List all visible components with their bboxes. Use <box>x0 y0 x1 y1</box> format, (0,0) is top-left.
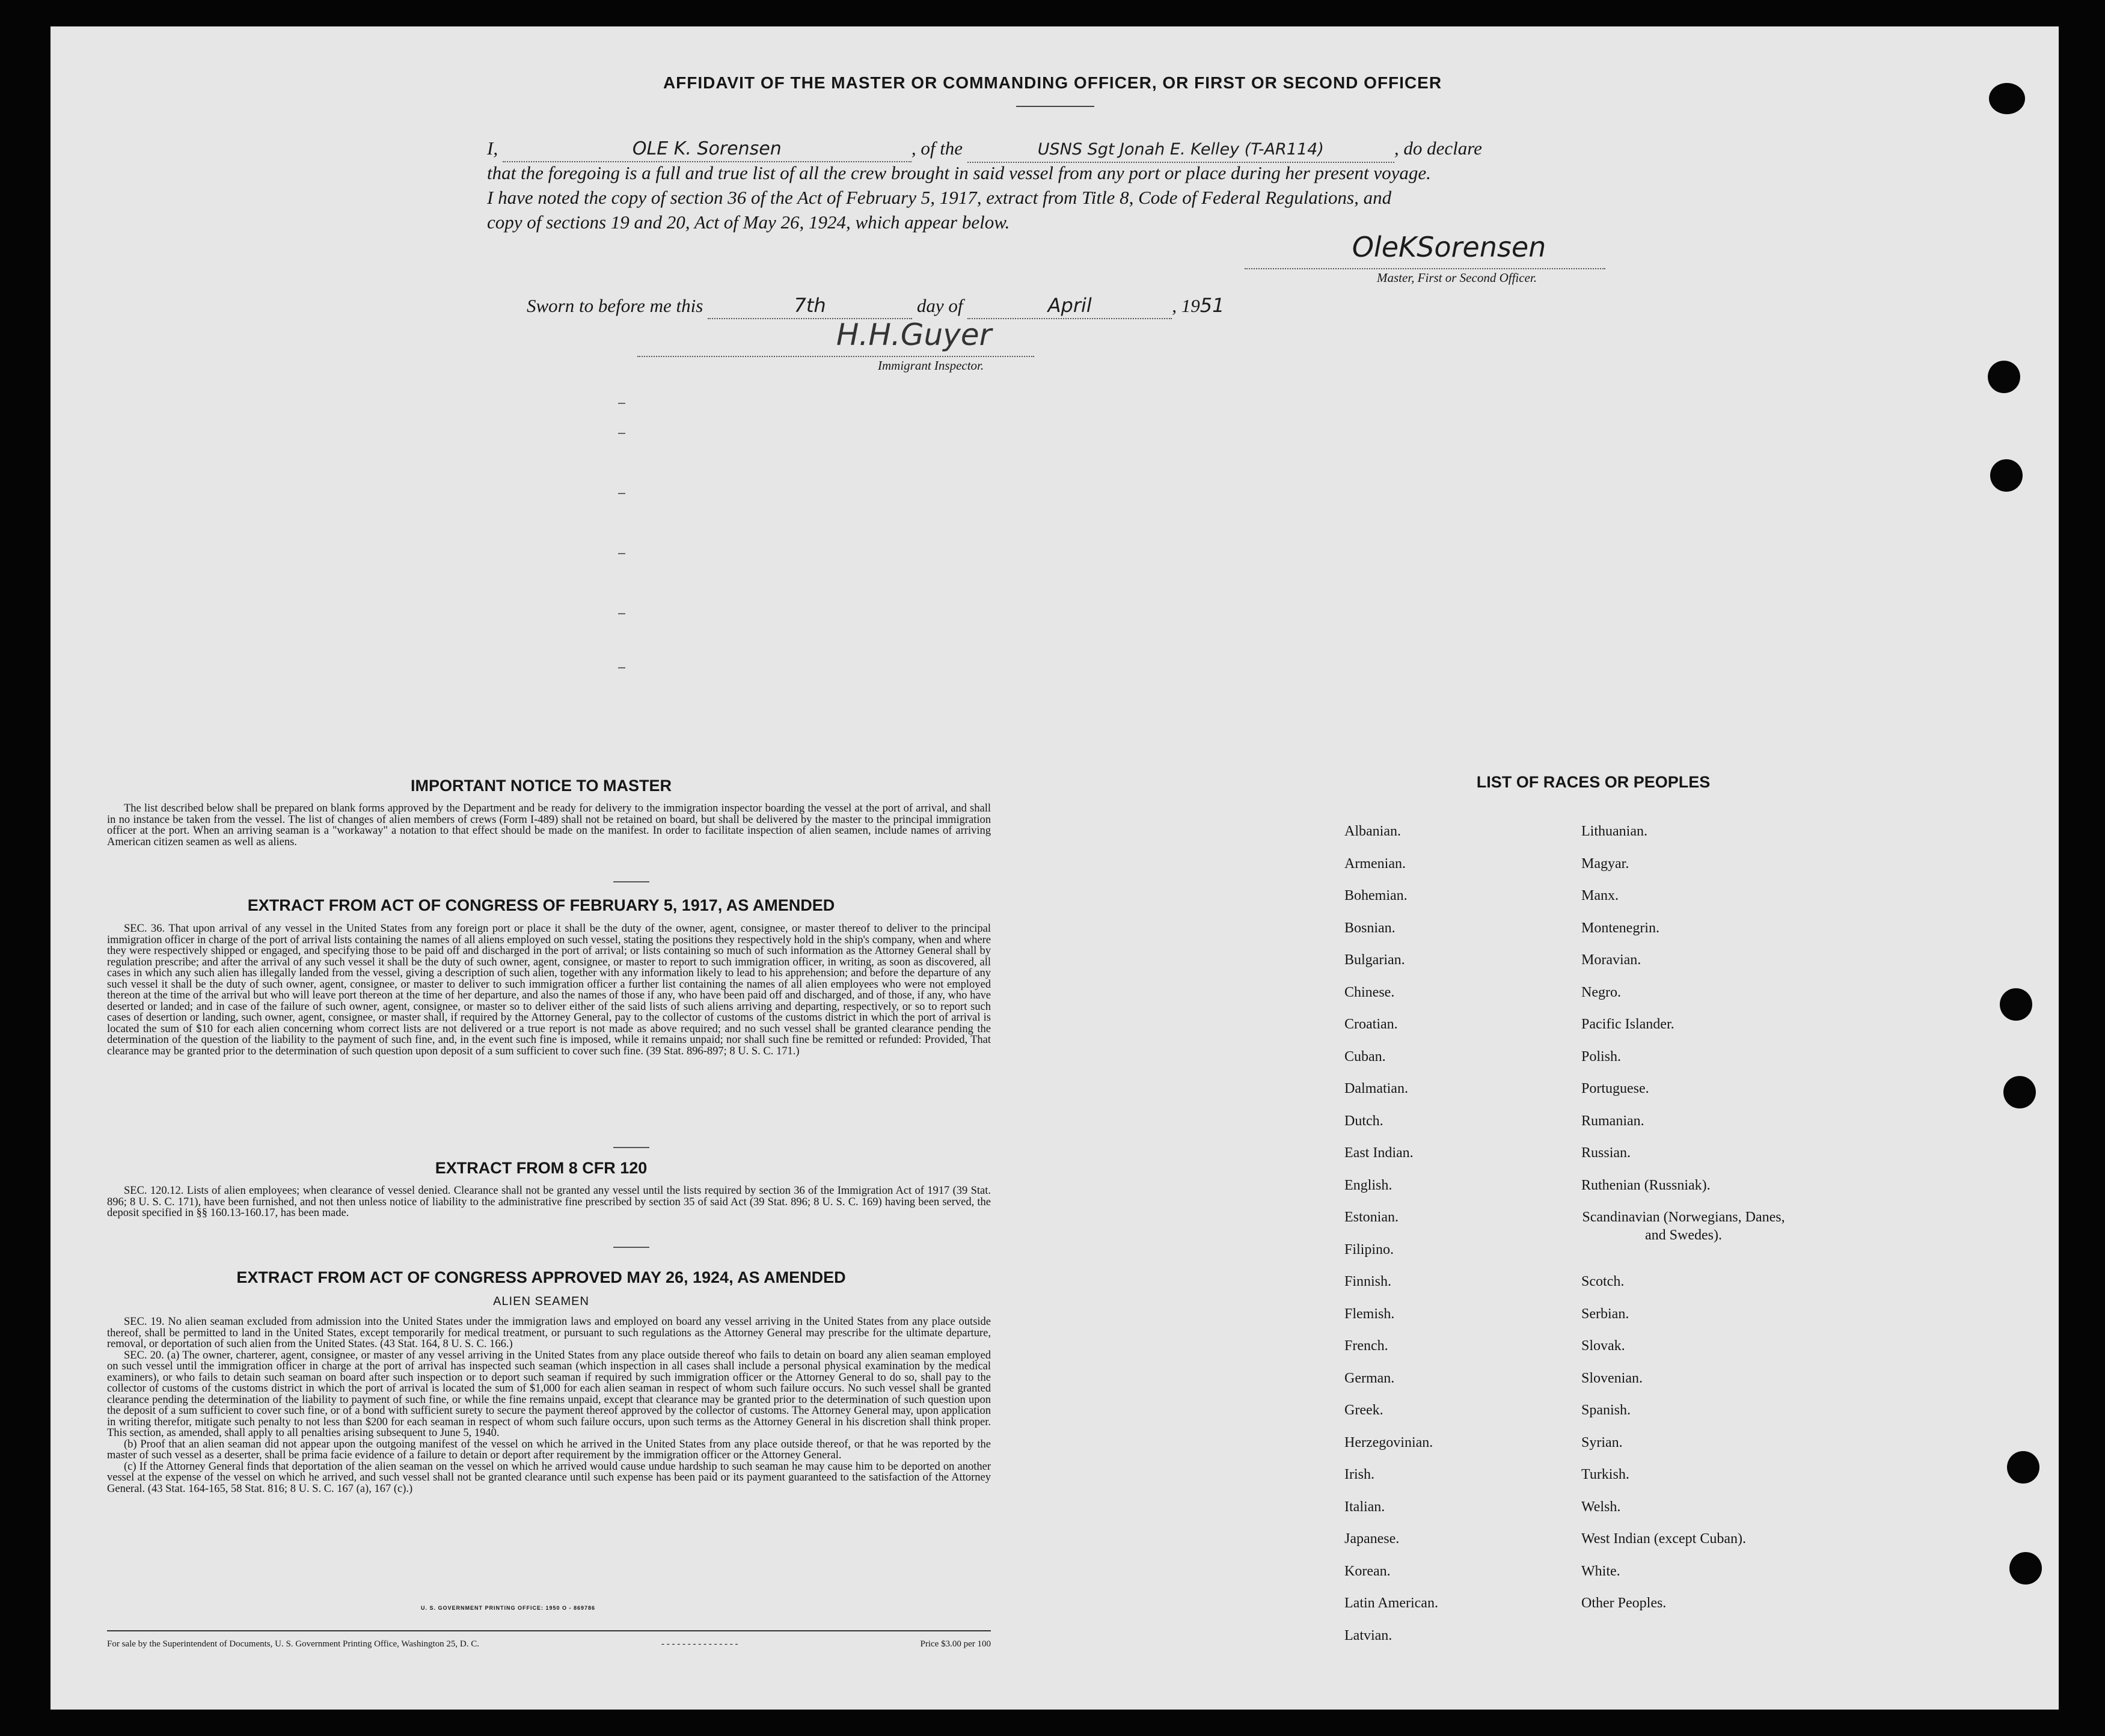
race-item: Slovenian. <box>1581 1370 1643 1386</box>
punch-hole <box>1988 361 2020 393</box>
race-item: Albanian. <box>1344 824 1401 839</box>
notice-text: The list described below shall be prepared on blank forms approved by the Department and be ready for delivery to the immigration inspector boarding the vessel at the port of arrival, and shall in no instance be taken from the vessel. The list of changes of alien members of crews (Form I-489) shall not be retained on board, but shall be delivered by the master to the principal immigration officer at the port. When an arriving seaman is a "workaway" a notation to that effect should be made on the manifest. In order to facilitate inspection of alien seamen, include names of arriving American citizen seamen as well as aliens. <box>107 802 991 848</box>
column-marker <box>618 403 625 404</box>
signature-line <box>1245 268 1605 269</box>
extract-1917-title: EXTRACT FROM ACT OF CONGRESS OF FEBRUARY 5, 1917, AS AMENDED <box>247 896 835 914</box>
section-rule <box>613 1147 649 1148</box>
sec-20b-text: (b) Proof that an alien seaman did not appear upon the outgoing manifest of the vessel on which he arrived in the United States from any place outside thereof, or that he was reported by the master of such vessel as a deserter, shall be prima facie evidence of a failure to detain or deport after requirement by the immigration officer or the Attorney General. <box>107 1438 991 1461</box>
inspector-caption: Immigrant Inspector. <box>878 358 984 373</box>
title-rule <box>1016 106 1094 107</box>
section-rule <box>613 1247 649 1248</box>
race-item: Scotch. <box>1581 1274 1625 1289</box>
extract-1924-title: EXTRACT FROM ACT OF CONGRESS APPROVED MAY 26, 1924, AS AMENDED <box>236 1268 846 1286</box>
race-item: Croatian. <box>1344 1016 1398 1032</box>
race-item: Spanish. <box>1581 1402 1631 1418</box>
race-item: Bulgarian. <box>1344 952 1405 968</box>
race-item: Latin American. <box>1344 1595 1438 1611</box>
sworn-day-of: day of <box>916 295 963 316</box>
column-marker <box>618 433 625 434</box>
race-item: Korean. <box>1344 1563 1391 1579</box>
column-marker <box>618 493 625 494</box>
race-item: Portuguese. <box>1581 1081 1649 1096</box>
declaration-prefix: I, <box>487 138 498 159</box>
punch-hole <box>2009 1552 2042 1585</box>
race-item: Greek. <box>1344 1402 1383 1418</box>
race-item: Other Peoples. <box>1581 1595 1667 1611</box>
sworn-prefix: Sworn to before me this <box>527 295 703 316</box>
declaration-line-3: I have noted the copy of section 36 of the Act of February 5, 1917, extract from Title 8, Code of Federal Regulations, and <box>487 187 1392 208</box>
race-item: Moravian. <box>1581 952 1641 968</box>
race-item: Turkish. <box>1581 1467 1629 1482</box>
sworn-day: 7th <box>708 293 912 319</box>
race-item: Dutch. <box>1344 1113 1383 1129</box>
race-item: Rumanian. <box>1581 1113 1644 1129</box>
punch-hole <box>2003 1076 2036 1108</box>
notice-title: IMPORTANT NOTICE TO MASTER <box>411 777 672 795</box>
race-item: Chinese. <box>1344 984 1395 1000</box>
sworn-year-prefix: , 19 <box>1172 295 1200 316</box>
extract-1917-text: SEC. 36. That upon arrival of any vessel in the United States from any foreign port or place it shall be the duty of the owner, agent, consignee, or master thereof to deliver to the principal immigration officer in charge of the port of arrival lists containing the names of all aliens employed on such vessel, stating the positions they respectively hold in the ship's company, when and where they were respectively shipped or engaged, and specifying those to be paid off and discharged in the port of arrival; or lists containing so much of such information as the Attorney General shall by regulation prescribe; and after the arrival of any such vessel it shall be the duty of such owner, agent, consignee, or master to report to such immigration officer, in writing, as soon as discovered, all cases in which any such alien has illegally landed from the vessel, giving a description of such alien, together with any information likely to lead to his apprehension; and before the departure of any such vessel it shall be the duty of such owner, agent, consignee, or master to deliver to such immigration officer a further list containing the names of all alien employees who were not employed thereon at the time of the arrival but who will leave port thereon at the time of her departure, and also the names of those if any, who have been paid off and discharged, and of those, if any, who have deserted or landed; and in case of the failure of such owner, agent, consignee, or master so to deliver either of the said lists of such aliens arriving and departing, respectively, or so to report such cases of desertion or landing, such owner, agent, consignee, or master shall, if required by the Attorney General, pay to the collector of customs of the customs district in which the port of arrival is located the sum of $10 for each alien concerning whom correct lists are not delivered or a true report is not made as above required; and no such vessel shall be granted clearance pending the determination of the question of the liability to the payment of such fine, and, in the event such fine is imposed, while it remains unpaid; nor shall such fine be remitted or refunded: Provided, That clearance may be granted prior to the determination of such question upon deposit of a sum sufficient to cover such fine. (39 Stat. 896-897; 8 U. S. C. 171.) <box>107 923 991 1057</box>
race-item: Lithuanian. <box>1581 824 1647 839</box>
sworn-year: 51 <box>1200 294 1225 317</box>
declaration-line-4: copy of sections 19 and 20, Act of May 26, 1924, which appear below. <box>487 212 1010 233</box>
race-item: West Indian (except Cuban). <box>1581 1531 1746 1547</box>
race-item: Finnish. <box>1344 1274 1392 1289</box>
race-item: Polish. <box>1581 1048 1622 1065</box>
race-item: Welsh. <box>1581 1499 1621 1515</box>
footer-dots: - - - - - - - - - - - - - - - <box>661 1639 738 1649</box>
punch-hole <box>2000 988 2032 1021</box>
race-item: Magyar. <box>1581 855 1629 872</box>
race-item: Pacific Islander. <box>1581 1016 1675 1032</box>
race-item: Herzegovinian. <box>1344 1434 1433 1450</box>
footer-left: For sale by the Superintendent of Documents, U. S. Government Printing Office, Washington 25, D. C. <box>107 1639 479 1649</box>
declaration-line-1 <box>487 136 1611 163</box>
race-item: Serbian. <box>1581 1306 1629 1322</box>
printing-office-line: U. S. GOVERNMENT PRINTING OFFICE: 1950 O - 869786 <box>421 1605 596 1611</box>
inspector-line <box>637 356 1034 357</box>
punch-hole <box>2007 1451 2039 1484</box>
section-rule <box>613 881 649 882</box>
race-item: Manx. <box>1581 888 1619 903</box>
declaration-mid: , of the <box>911 138 963 159</box>
race-item: Scandinavian (Norwegians, Danes, and Swedes). <box>1582 1209 1785 1243</box>
declaration-suffix: , do declare <box>1394 138 1482 159</box>
race-item: Latvian. <box>1344 1627 1393 1643</box>
race-item: Montenegrin. <box>1581 920 1659 936</box>
column-marker <box>618 553 625 554</box>
race-item: French. <box>1344 1338 1388 1354</box>
inspector-signature: H.H.Guyer <box>836 317 992 352</box>
extract-cfr-text: SEC. 120.12. Lists of alien employees; when clearance of vessel denied. Clearance shall not be granted any vessel until the lists required by section 36 of the Immigration Act of 1917 (39 Stat. 896; 8 U. S. C. 171), have been furnished, and not then unless notice of liability to the administrative fine prescribed by section 35 of said Act (39 Stat. 896; 8 U. S. C. 169) having been served, the deposit specified in §§ 160.13-160.17, has been made. <box>107 1185 991 1219</box>
race-item: Cuban. <box>1344 1048 1386 1065</box>
race-item: White. <box>1581 1563 1620 1579</box>
race-item: Armenian. <box>1344 855 1406 872</box>
race-item: German. <box>1344 1370 1395 1386</box>
race-item: East Indian. <box>1344 1145 1414 1161</box>
races-title: LIST OF RACES OR PEOPLES <box>1476 773 1711 791</box>
race-item: Negro. <box>1581 984 1621 1000</box>
race-item: Bohemian. <box>1344 888 1408 903</box>
footer-price: Price $3.00 per 100 <box>920 1639 991 1649</box>
race-item: Italian. <box>1344 1499 1385 1515</box>
race-item: Syrian. <box>1581 1434 1623 1450</box>
race-item: Dalmatian. <box>1344 1081 1408 1096</box>
race-item: Filipino. <box>1344 1241 1394 1258</box>
sworn-line <box>527 293 1368 319</box>
column-marker <box>618 613 625 614</box>
punch-hole <box>1990 459 2023 492</box>
race-item: Bosnian. <box>1344 920 1396 936</box>
sec-20c-text: (c) If the Attorney General finds that deportation of the alien seaman on the vessel on which he arrived would cause undue hardship to such seaman he may cause him to be deported on another vessel at the expense of the vessel on which he arrived, and such vessel shall not be granted clearance until such expense has been paid or its payment guaranteed to the satisfaction of the Attorney General. (43 Stat. 164-165, 58 Stat. 816; 8 U. S. C. 167 (a), 167 (c).) <box>107 1460 991 1495</box>
races-left-column <box>1344 822 1438 1658</box>
race-item: Irish. <box>1344 1467 1374 1482</box>
race-item: English. <box>1344 1177 1393 1193</box>
race-item: Russian. <box>1581 1145 1631 1161</box>
officer-name: OLE K. Sorensen <box>503 136 912 162</box>
sec-20a-text: SEC. 20. (a) The owner, charterer, agent, consignee, or master of any vessel arriving in the United States from any place outside thereof who fails to detain on board any alien seaman employed on such vessel until the immigration officer in charge at the port of arrival has inspected such seaman (which inspection in all cases shall include a personal physical examination by the medical examiners), or who fails to detain such seaman on board after such inspection or to deport such seaman if required by such immigration officer or the Attorney General to do so, shall pay to the collector of customs of the customs district in which the port of arrival is located the sum of $1,000 for each alien seaman in respect of whom such failure occurs. No such vessel shall be granted clearance pending the determination of the liability to payment of such fine, or while the fine remains unpaid, except that clearance may be granted prior to the determination of such question upon the deposit of a sum sufficient to cover such fine, or of a bond with sufficient surety to secure the payment thereof approved by the collector of customs. The Attorney General may, upon application in writing therefor, mitigate such penalty to not less than $200 for each seaman in respect of whom such failure occurs, upon such terms as the Attorney General in his discretion shall think proper. This section, as amended, shall apply to all penalties arising subsequent to June 5, 1940. <box>107 1349 991 1439</box>
sec-19-text: SEC. 19. No alien seaman excluded from admission into the United States under the immigration laws and employed on board any vessel arriving in the United States from any place outside thereof, shall be permitted to land in the United States, except temporarily for medical treatment, or pursuant to such regulations as the Attorney General may prescribe for the ultimate departure, removal, or deportation of such alien from the United States. (43 Stat. 164, 8 U. S. C. 166.) <box>107 1316 991 1350</box>
extract-cfr-title: EXTRACT FROM 8 CFR 120 <box>435 1159 648 1177</box>
race-item: Ruthenian (Russniak). <box>1581 1177 1711 1193</box>
alien-seamen-subtitle: ALIEN SEAMEN <box>493 1295 589 1308</box>
races-right-column <box>1581 822 1834 1627</box>
extract-1924-text <box>107 1316 991 1494</box>
affidavit-title: AFFIDAVIT OF THE MASTER OR COMMANDING OFFICER, OR FIRST OR SECOND OFFICER <box>663 73 1442 92</box>
signature-caption: Master, First or Second Officer. <box>1377 270 1537 285</box>
footer <box>107 1639 991 1649</box>
declaration-line-2: that the foregoing is a full and true list of all the crew brought in said vessel from any port or place during her present voyage. <box>487 162 1431 183</box>
race-item: Estonian. <box>1344 1209 1399 1225</box>
race-item: Japanese. <box>1344 1531 1400 1547</box>
master-signature: OleKSorensen <box>1352 231 1546 263</box>
race-item: Flemish. <box>1344 1306 1395 1322</box>
column-marker <box>618 667 625 668</box>
sworn-month: April <box>967 293 1172 319</box>
vessel-name: USNS Sgt Jonah E. Kelley (T-AR114) <box>967 137 1394 163</box>
footer-rule <box>107 1630 991 1631</box>
race-item: Slovak. <box>1581 1338 1625 1354</box>
